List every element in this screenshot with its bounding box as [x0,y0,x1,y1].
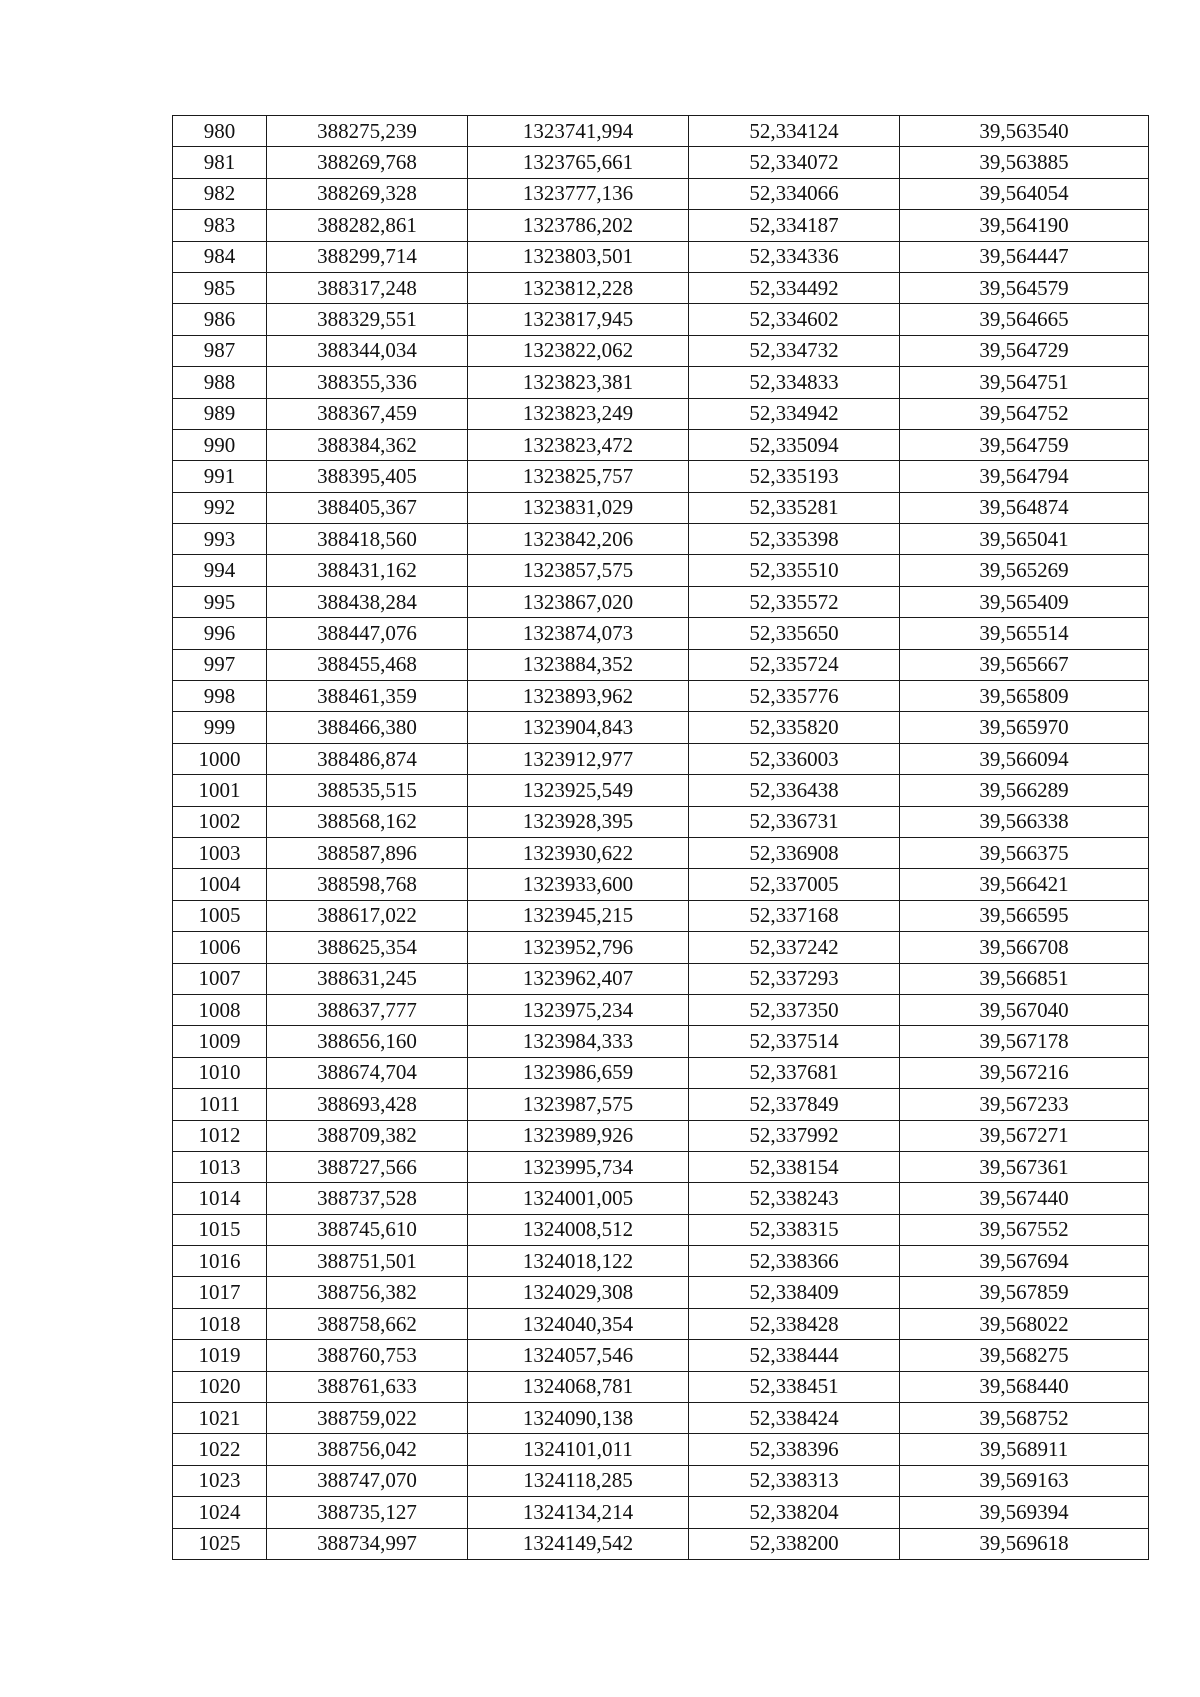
table-row [173,775,1149,806]
latitude-cell: 52,337514 [689,1026,900,1057]
longitude-cell: 39,566595 [900,900,1149,931]
longitude-cell: 39,568440 [900,1371,1149,1402]
y-coordinate-cell: 1324118,285 [468,1465,689,1496]
x-coordinate-cell: 388734,997 [267,1528,468,1559]
table-row [173,681,1149,712]
y-coordinate-cell: 1324090,138 [468,1403,689,1434]
latitude-cell: 52,337242 [689,932,900,963]
longitude-cell: 39,569618 [900,1528,1149,1559]
latitude-cell: 52,336908 [689,837,900,868]
x-coordinate-cell: 388317,248 [267,272,468,303]
y-coordinate-cell: 1323874,073 [468,618,689,649]
latitude-cell: 52,335650 [689,618,900,649]
latitude-cell: 52,338444 [689,1340,900,1371]
point-number-cell: 994 [173,555,267,586]
latitude-cell: 52,334066 [689,178,900,209]
y-coordinate-cell: 1323857,575 [468,555,689,586]
latitude-cell: 52,334942 [689,398,900,429]
latitude-cell: 52,338243 [689,1183,900,1214]
x-coordinate-cell: 388656,160 [267,1026,468,1057]
point-number-cell: 992 [173,492,267,523]
point-number-cell: 997 [173,649,267,680]
point-number-cell: 1021 [173,1403,267,1434]
latitude-cell: 52,334602 [689,304,900,335]
x-coordinate-cell: 388447,076 [267,618,468,649]
y-coordinate-cell: 1323823,381 [468,367,689,398]
x-coordinate-cell: 388631,245 [267,963,468,994]
latitude-cell: 52,338428 [689,1308,900,1339]
y-coordinate-cell: 1323893,962 [468,681,689,712]
latitude-cell: 52,334187 [689,210,900,241]
longitude-cell: 39,567040 [900,994,1149,1025]
point-number-cell: 1017 [173,1277,267,1308]
latitude-cell: 52,334072 [689,147,900,178]
latitude-cell: 52,338451 [689,1371,900,1402]
latitude-cell: 52,338313 [689,1465,900,1496]
x-coordinate-cell: 388282,861 [267,210,468,241]
x-coordinate-cell: 388756,382 [267,1277,468,1308]
y-coordinate-cell: 1323912,977 [468,743,689,774]
y-coordinate-cell: 1323904,843 [468,712,689,743]
table-row [173,963,1149,994]
table-row [173,555,1149,586]
table-row [173,869,1149,900]
x-coordinate-cell: 388329,551 [267,304,468,335]
y-coordinate-cell: 1323823,472 [468,429,689,460]
longitude-cell: 39,565409 [900,586,1149,617]
x-coordinate-cell: 388758,662 [267,1308,468,1339]
table-row [173,1340,1149,1371]
y-coordinate-cell: 1323975,234 [468,994,689,1025]
latitude-cell: 52,336438 [689,775,900,806]
table-row [173,743,1149,774]
table-row [173,1089,1149,1120]
longitude-cell: 39,567271 [900,1120,1149,1151]
x-coordinate-cell: 388760,753 [267,1340,468,1371]
y-coordinate-cell: 1323986,659 [468,1057,689,1088]
table-row [173,272,1149,303]
latitude-cell: 52,336003 [689,743,900,774]
longitude-cell: 39,567552 [900,1214,1149,1245]
point-number-cell: 1008 [173,994,267,1025]
point-number-cell: 1020 [173,1371,267,1402]
y-coordinate-cell: 1324101,011 [468,1434,689,1465]
latitude-cell: 52,335510 [689,555,900,586]
table-row [173,932,1149,963]
latitude-cell: 52,337992 [689,1120,900,1151]
table-row [173,461,1149,492]
y-coordinate-cell: 1323987,575 [468,1089,689,1120]
longitude-cell: 39,568022 [900,1308,1149,1339]
latitude-cell: 52,335281 [689,492,900,523]
point-number-cell: 1022 [173,1434,267,1465]
longitude-cell: 39,564794 [900,461,1149,492]
x-coordinate-cell: 388344,034 [267,335,468,366]
longitude-cell: 39,564447 [900,241,1149,272]
longitude-cell: 39,567440 [900,1183,1149,1214]
point-number-cell: 1013 [173,1151,267,1182]
latitude-cell: 52,335820 [689,712,900,743]
latitude-cell: 52,338424 [689,1403,900,1434]
y-coordinate-cell: 1323741,994 [468,116,689,147]
longitude-cell: 39,566094 [900,743,1149,774]
longitude-cell: 39,566289 [900,775,1149,806]
latitude-cell: 52,337005 [689,869,900,900]
table-row [173,429,1149,460]
longitude-cell: 39,564752 [900,398,1149,429]
point-number-cell: 1004 [173,869,267,900]
table-row [173,398,1149,429]
point-number-cell: 985 [173,272,267,303]
point-number-cell: 981 [173,147,267,178]
point-number-cell: 1011 [173,1089,267,1120]
x-coordinate-cell: 388535,515 [267,775,468,806]
longitude-cell: 39,563540 [900,116,1149,147]
y-coordinate-cell: 1323884,352 [468,649,689,680]
table-row [173,1183,1149,1214]
x-coordinate-cell: 388587,896 [267,837,468,868]
x-coordinate-cell: 388466,380 [267,712,468,743]
longitude-cell: 39,567233 [900,1089,1149,1120]
coordinates-table-body [173,116,1149,1560]
latitude-cell: 52,335094 [689,429,900,460]
x-coordinate-cell: 388455,468 [267,649,468,680]
y-coordinate-cell: 1323786,202 [468,210,689,241]
x-coordinate-cell: 388735,127 [267,1497,468,1528]
point-number-cell: 1024 [173,1497,267,1528]
x-coordinate-cell: 388751,501 [267,1246,468,1277]
longitude-cell: 39,566338 [900,806,1149,837]
longitude-cell: 39,565809 [900,681,1149,712]
longitude-cell: 39,564751 [900,367,1149,398]
latitude-cell: 52,338315 [689,1214,900,1245]
y-coordinate-cell: 1324018,122 [468,1246,689,1277]
x-coordinate-cell: 388269,328 [267,178,468,209]
x-coordinate-cell: 388737,528 [267,1183,468,1214]
longitude-cell: 39,564579 [900,272,1149,303]
table-row [173,178,1149,209]
longitude-cell: 39,565041 [900,524,1149,555]
table-row [173,335,1149,366]
y-coordinate-cell: 1323777,136 [468,178,689,209]
latitude-cell: 52,335724 [689,649,900,680]
latitude-cell: 52,337681 [689,1057,900,1088]
coordinates-table [172,115,1149,1560]
table-row [173,1434,1149,1465]
x-coordinate-cell: 388438,284 [267,586,468,617]
x-coordinate-cell: 388759,022 [267,1403,468,1434]
table-row [173,712,1149,743]
x-coordinate-cell: 388461,359 [267,681,468,712]
point-number-cell: 1002 [173,806,267,837]
point-number-cell: 1018 [173,1308,267,1339]
y-coordinate-cell: 1323995,734 [468,1151,689,1182]
longitude-cell: 39,569163 [900,1465,1149,1496]
longitude-cell: 39,565514 [900,618,1149,649]
point-number-cell: 995 [173,586,267,617]
point-number-cell: 1007 [173,963,267,994]
longitude-cell: 39,564190 [900,210,1149,241]
point-number-cell: 990 [173,429,267,460]
latitude-cell: 52,335398 [689,524,900,555]
point-number-cell: 984 [173,241,267,272]
point-number-cell: 991 [173,461,267,492]
table-row [173,806,1149,837]
point-number-cell: 1010 [173,1057,267,1088]
longitude-cell: 39,564665 [900,304,1149,335]
latitude-cell: 52,337849 [689,1089,900,1120]
longitude-cell: 39,568275 [900,1340,1149,1371]
longitude-cell: 39,566375 [900,837,1149,868]
table-row [173,1151,1149,1182]
longitude-cell: 39,568911 [900,1434,1149,1465]
x-coordinate-cell: 388761,633 [267,1371,468,1402]
table-row [173,1528,1149,1559]
latitude-cell: 52,334124 [689,116,900,147]
longitude-cell: 39,567216 [900,1057,1149,1088]
point-number-cell: 983 [173,210,267,241]
table-row [173,492,1149,523]
y-coordinate-cell: 1323984,333 [468,1026,689,1057]
table-row [173,1120,1149,1151]
latitude-cell: 52,338204 [689,1497,900,1528]
latitude-cell: 52,338200 [689,1528,900,1559]
longitude-cell: 39,565269 [900,555,1149,586]
longitude-cell: 39,564759 [900,429,1149,460]
point-number-cell: 1014 [173,1183,267,1214]
table-row [173,900,1149,931]
point-number-cell: 999 [173,712,267,743]
x-coordinate-cell: 388367,459 [267,398,468,429]
table-row [173,1277,1149,1308]
longitude-cell: 39,566851 [900,963,1149,994]
longitude-cell: 39,569394 [900,1497,1149,1528]
point-number-cell: 996 [173,618,267,649]
table-row [173,147,1149,178]
x-coordinate-cell: 388405,367 [267,492,468,523]
y-coordinate-cell: 1324029,308 [468,1277,689,1308]
point-number-cell: 980 [173,116,267,147]
x-coordinate-cell: 388617,022 [267,900,468,931]
point-number-cell: 987 [173,335,267,366]
point-number-cell: 1006 [173,932,267,963]
latitude-cell: 52,334732 [689,335,900,366]
table-row [173,1308,1149,1339]
table-row [173,1246,1149,1277]
latitude-cell: 52,334336 [689,241,900,272]
table-row [173,1403,1149,1434]
table-row [173,241,1149,272]
table-row [173,586,1149,617]
x-coordinate-cell: 388395,405 [267,461,468,492]
x-coordinate-cell: 388727,566 [267,1151,468,1182]
latitude-cell: 52,338409 [689,1277,900,1308]
y-coordinate-cell: 1323933,600 [468,869,689,900]
y-coordinate-cell: 1323945,215 [468,900,689,931]
longitude-cell: 39,564729 [900,335,1149,366]
y-coordinate-cell: 1323825,757 [468,461,689,492]
latitude-cell: 52,338396 [689,1434,900,1465]
point-number-cell: 998 [173,681,267,712]
x-coordinate-cell: 388598,768 [267,869,468,900]
x-coordinate-cell: 388418,560 [267,524,468,555]
x-coordinate-cell: 388625,354 [267,932,468,963]
latitude-cell: 52,337293 [689,963,900,994]
longitude-cell: 39,564874 [900,492,1149,523]
y-coordinate-cell: 1323823,249 [468,398,689,429]
point-number-cell: 1003 [173,837,267,868]
x-coordinate-cell: 388275,239 [267,116,468,147]
y-coordinate-cell: 1323925,549 [468,775,689,806]
longitude-cell: 39,565970 [900,712,1149,743]
point-number-cell: 982 [173,178,267,209]
latitude-cell: 52,338154 [689,1151,900,1182]
x-coordinate-cell: 388486,874 [267,743,468,774]
point-number-cell: 1001 [173,775,267,806]
table-row [173,994,1149,1025]
x-coordinate-cell: 388637,777 [267,994,468,1025]
y-coordinate-cell: 1323952,796 [468,932,689,963]
table-row [173,1026,1149,1057]
y-coordinate-cell: 1323842,206 [468,524,689,555]
y-coordinate-cell: 1324001,005 [468,1183,689,1214]
point-number-cell: 986 [173,304,267,335]
latitude-cell: 52,335193 [689,461,900,492]
x-coordinate-cell: 388431,162 [267,555,468,586]
y-coordinate-cell: 1323831,029 [468,492,689,523]
point-number-cell: 993 [173,524,267,555]
y-coordinate-cell: 1323928,395 [468,806,689,837]
y-coordinate-cell: 1324057,546 [468,1340,689,1371]
x-coordinate-cell: 388568,162 [267,806,468,837]
y-coordinate-cell: 1324068,781 [468,1371,689,1402]
point-number-cell: 1005 [173,900,267,931]
longitude-cell: 39,567859 [900,1277,1149,1308]
x-coordinate-cell: 388384,362 [267,429,468,460]
y-coordinate-cell: 1323822,062 [468,335,689,366]
x-coordinate-cell: 388747,070 [267,1465,468,1496]
latitude-cell: 52,335572 [689,586,900,617]
x-coordinate-cell: 388756,042 [267,1434,468,1465]
table-row [173,1497,1149,1528]
latitude-cell: 52,334492 [689,272,900,303]
table-row [173,1465,1149,1496]
x-coordinate-cell: 388745,610 [267,1214,468,1245]
y-coordinate-cell: 1323930,622 [468,837,689,868]
table-row [173,116,1149,147]
y-coordinate-cell: 1323989,926 [468,1120,689,1151]
latitude-cell: 52,337350 [689,994,900,1025]
x-coordinate-cell: 388299,714 [267,241,468,272]
point-number-cell: 1000 [173,743,267,774]
x-coordinate-cell: 388355,336 [267,367,468,398]
y-coordinate-cell: 1323765,661 [468,147,689,178]
y-coordinate-cell: 1323803,501 [468,241,689,272]
longitude-cell: 39,566421 [900,869,1149,900]
latitude-cell: 52,337168 [689,900,900,931]
y-coordinate-cell: 1323962,407 [468,963,689,994]
latitude-cell: 52,335776 [689,681,900,712]
longitude-cell: 39,565667 [900,649,1149,680]
y-coordinate-cell: 1323817,945 [468,304,689,335]
longitude-cell: 39,567694 [900,1246,1149,1277]
table-row [173,524,1149,555]
y-coordinate-cell: 1324134,214 [468,1497,689,1528]
y-coordinate-cell: 1324149,542 [468,1528,689,1559]
longitude-cell: 39,568752 [900,1403,1149,1434]
longitude-cell: 39,563885 [900,147,1149,178]
latitude-cell: 52,338366 [689,1246,900,1277]
y-coordinate-cell: 1324008,512 [468,1214,689,1245]
point-number-cell: 1016 [173,1246,267,1277]
table-row [173,367,1149,398]
point-number-cell: 1019 [173,1340,267,1371]
table-row [173,649,1149,680]
x-coordinate-cell: 388269,768 [267,147,468,178]
latitude-cell: 52,336731 [689,806,900,837]
longitude-cell: 39,567178 [900,1026,1149,1057]
table-row [173,210,1149,241]
point-number-cell: 1025 [173,1528,267,1559]
x-coordinate-cell: 388693,428 [267,1089,468,1120]
y-coordinate-cell: 1323867,020 [468,586,689,617]
table-row [173,1214,1149,1245]
x-coordinate-cell: 388674,704 [267,1057,468,1088]
table-row [173,1371,1149,1402]
latitude-cell: 52,334833 [689,367,900,398]
longitude-cell: 39,567361 [900,1151,1149,1182]
point-number-cell: 1023 [173,1465,267,1496]
point-number-cell: 1015 [173,1214,267,1245]
point-number-cell: 988 [173,367,267,398]
y-coordinate-cell: 1323812,228 [468,272,689,303]
point-number-cell: 989 [173,398,267,429]
y-coordinate-cell: 1324040,354 [468,1308,689,1339]
point-number-cell: 1009 [173,1026,267,1057]
point-number-cell: 1012 [173,1120,267,1151]
table-row [173,837,1149,868]
longitude-cell: 39,564054 [900,178,1149,209]
table-row [173,304,1149,335]
table-row [173,618,1149,649]
x-coordinate-cell: 388709,382 [267,1120,468,1151]
longitude-cell: 39,566708 [900,932,1149,963]
table-row [173,1057,1149,1088]
